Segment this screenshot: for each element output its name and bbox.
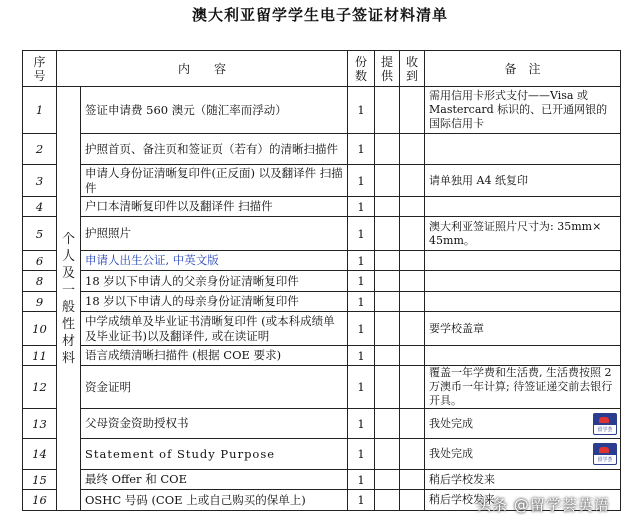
row-remarks (425, 470, 621, 490)
row-description: 资金证明 (81, 366, 348, 409)
row-description: 父母资金资助授权书 (81, 409, 348, 439)
row-provided-cell (375, 87, 400, 134)
row-remarks-text: 稍后学校发来 (429, 493, 496, 506)
watermark: 头条 @留学荟英语 (476, 496, 610, 514)
row-number: 4 (23, 197, 57, 217)
row-remarks (425, 87, 621, 134)
header-received: 收到 (400, 51, 425, 87)
category-cell (57, 87, 81, 511)
materials-table (22, 50, 621, 511)
row-provided-cell (375, 346, 400, 366)
page-title: 澳大利亚留学学生电子签证材料清单 (191, 6, 448, 24)
row-description: OSHC 号码 (COE 上或自己购买的保单上) (81, 490, 348, 511)
row-received-cell (400, 134, 425, 165)
category-label: 个人及一般性材料 (61, 231, 75, 366)
row-count: 1 (348, 165, 375, 197)
row-remarks (425, 292, 621, 312)
row-provided-cell (375, 439, 400, 470)
row-remarks-text: 我处完成 (429, 447, 474, 460)
table-row (23, 251, 621, 271)
row-description: 最终 Offer 和 COE (81, 470, 348, 490)
row-received-cell (400, 165, 425, 197)
row-provided-cell (375, 409, 400, 439)
row-number: 6 (23, 251, 57, 271)
row-received-cell (400, 292, 425, 312)
table-row (23, 217, 621, 251)
row-remarks (425, 439, 621, 470)
row-description: 申请人出生公证, 中英文版 (81, 251, 348, 271)
row-number: 11 (23, 346, 57, 366)
row-count: 1 (348, 87, 375, 134)
row-provided-cell (375, 251, 400, 271)
row-description: 18 岁以下申请人的母亲身份证清晰复印件 (81, 292, 348, 312)
row-remarks-text: 需用信用卡形式支付——Visa 或 Mastercard 标识的、已开通网银的国际信用卡 (429, 89, 608, 130)
row-number: 9 (23, 292, 57, 312)
row-count: 1 (348, 197, 375, 217)
header-row (23, 51, 621, 87)
table-row (23, 165, 621, 197)
row-count: 1 (348, 490, 375, 511)
header-seq: 序号 (23, 51, 57, 87)
header-provided: 提供 (375, 51, 400, 87)
row-description: 户口本清晰复印件以及翻译件 扫描件 (81, 197, 348, 217)
row-received-cell (400, 346, 425, 366)
row-remarks-text: 要学校盖章 (429, 321, 485, 335)
row-remarks (425, 134, 621, 165)
row-received-cell (400, 217, 425, 251)
header-remarks: 备 注 (425, 51, 621, 87)
row-remarks (425, 197, 621, 217)
table-row (23, 470, 621, 490)
logo-icon (593, 443, 617, 465)
row-count: 1 (348, 346, 375, 366)
table-row (23, 439, 621, 470)
row-provided-cell (375, 312, 400, 346)
logo-text: 留学荟 (597, 457, 613, 463)
row-received-cell (400, 271, 425, 292)
row-provided-cell (375, 197, 400, 217)
row-received-cell (400, 409, 425, 439)
row-remarks (425, 346, 621, 366)
table-row (23, 134, 621, 165)
row-remarks-text: 请单独用 A4 纸复印 (429, 173, 528, 187)
row-number: 16 (23, 490, 57, 511)
row-provided-cell (375, 292, 400, 312)
row-remarks (425, 312, 621, 346)
row-number: 15 (23, 470, 57, 490)
row-provided-cell (375, 490, 400, 511)
row-description: 护照首页、备注页和签证页（若有）的清晰扫描件 (81, 134, 348, 165)
header-content: 内 容 (57, 51, 348, 87)
row-count: 1 (348, 292, 375, 312)
row-received-cell (400, 197, 425, 217)
row-description: 语言成绩清晰扫描件 (根据 COE 要求) (81, 346, 348, 366)
header-count: 份数 (348, 51, 375, 87)
row-description: 签证申请费 560 澳元（随汇率而浮动） (81, 87, 348, 134)
row-count: 1 (348, 409, 375, 439)
row-count: 1 (348, 271, 375, 292)
row-count: 1 (348, 470, 375, 490)
row-remarks-text: 澳大利亚签证照片尺寸为: 35mm× 45mm。 (429, 219, 602, 247)
row-number: 10 (23, 312, 57, 346)
row-description: Statement of Study Purpose (81, 439, 348, 470)
row-remarks-text: 稍后学校发来 (429, 472, 496, 486)
row-description: 申请人身份证清晰复印件(正反面) 以及翻译件 扫描件 (81, 165, 348, 197)
row-remarks (425, 251, 621, 271)
row-number: 3 (23, 165, 57, 197)
table-row (23, 312, 621, 346)
row-count: 1 (348, 134, 375, 165)
row-provided-cell (375, 165, 400, 197)
row-remarks (425, 271, 621, 292)
row-description: 18 岁以下申请人的父亲身份证清晰复印件 (81, 271, 348, 292)
table-row (23, 346, 621, 366)
row-remarks (425, 165, 621, 197)
table-row (23, 87, 621, 134)
row-provided-cell (375, 134, 400, 165)
table-row (23, 409, 621, 439)
row-remarks (425, 217, 621, 251)
row-provided-cell (375, 470, 400, 490)
row-provided-cell (375, 271, 400, 292)
row-received-cell (400, 366, 425, 409)
row-remarks-text: 我处完成 (429, 416, 474, 430)
row-count: 1 (348, 439, 375, 470)
row-received-cell (400, 251, 425, 271)
row-received-cell (400, 87, 425, 134)
row-count: 1 (348, 312, 375, 346)
row-description: 护照照片 (81, 217, 348, 251)
row-remarks-text: 覆盖一年学费和生活费, 生活费按照 2 万澳币一年计算; 待签证递交前去银行开具。 (429, 366, 613, 407)
logo-icon (593, 413, 617, 435)
row-number: 14 (23, 439, 57, 470)
row-count: 1 (348, 251, 375, 271)
row-number: 1 (23, 87, 57, 134)
table-row (23, 271, 621, 292)
row-number: 5 (23, 217, 57, 251)
row-received-cell (400, 470, 425, 490)
row-number: 2 (23, 134, 57, 165)
table-row (23, 197, 621, 217)
row-number: 8 (23, 271, 57, 292)
row-count: 1 (348, 217, 375, 251)
row-remarks (425, 366, 621, 409)
row-count: 1 (348, 366, 375, 409)
table-row (23, 366, 621, 409)
row-received-cell (400, 439, 425, 470)
logo-text: 留学荟 (597, 426, 613, 433)
row-provided-cell (375, 366, 400, 409)
row-received-cell (400, 312, 425, 346)
row-description: 中学成绩单及毕业证书清晰复印件 (或本科成绩单及毕业证书)以及翻译件, 或在读证明 (81, 312, 348, 346)
row-number: 12 (23, 366, 57, 409)
row-received-cell (400, 490, 425, 511)
row-provided-cell (375, 217, 400, 251)
row-remarks (425, 409, 621, 439)
row-number: 13 (23, 409, 57, 439)
table-row (23, 292, 621, 312)
